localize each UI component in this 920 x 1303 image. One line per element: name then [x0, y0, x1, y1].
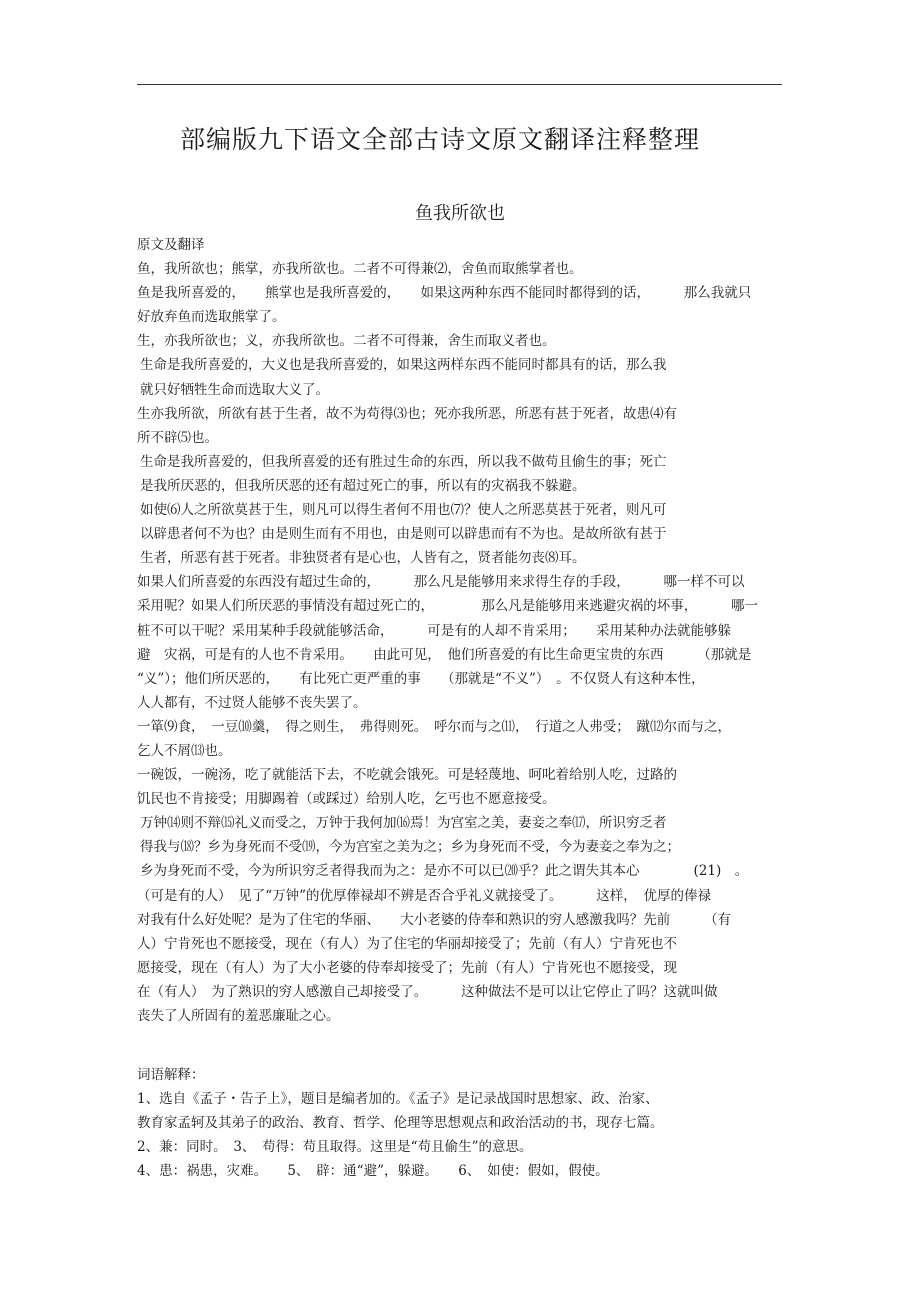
- text-line: 采用呢？如果人们所厌恶的事情没有超过死亡的， 那么凡是能够用来逃避灾祸的坏事， 哪一: [137, 598, 758, 615]
- text-line: 对我有什么好处呢？是为了住宅的华丽、 大小老婆的侍奉和熟识的穷人感激我吗？先前 （有: [137, 911, 731, 928]
- text-line: 人）宁肯死也不愿接受，现在（有人）为了住宅的华丽却接受了；先前（有人）宁肯死也不: [137, 935, 677, 952]
- text-line: 就只好牺牲生命而选取大义了。: [140, 381, 329, 398]
- text-line: 丧失了人所固有的羞恶廉耻之心。: [137, 1008, 340, 1024]
- text-line: 生者，所恶有甚于死者。非独贤者有是心也，人皆有之，贤者能勿丧⑻耳。: [140, 550, 586, 567]
- text-line: 好放弃鱼而选取熊掌了。: [137, 309, 286, 326]
- text-line: 愿接受，现在（有人）为了大小老婆的侍奉却接受了；先前（有人）宁肯死也不愿接受，现: [137, 959, 677, 976]
- text-line: 饥民也不肯接受；用脚踢着（或踩过）给别人吃，乞丐也不愿意接受。: [137, 791, 556, 808]
- text-line: 生亦我所欲，所欲有甚于生者，故不为苟得⑶也；死亦我所恶，所恶有甚于死者，故患⑷有: [137, 405, 677, 422]
- text-line: 避 灾祸，可是有的人也不肯采用。 由此可见， 他们所喜爱的有比生命更宝贵的东西 （那就是: [137, 646, 752, 663]
- text-line: 如使⑹人之所欲莫甚于生，则凡可以得生者何不用也⑺？使人之所恶莫甚于死者，则凡可: [140, 502, 667, 519]
- text-line: 在（有人） 为了熟识的穷人感激自己却接受了。 这种做法不是可以让它停止了吗？这就叫做: [137, 983, 718, 1000]
- section-heading: 原文及翻译: [137, 237, 205, 253]
- text-line: 得我与⒅？乡为身死而不受⒆，今为宫室之美为之；乡为身死而不受，今为妻妾之奉为之；: [140, 839, 680, 856]
- text-line: 一碗饭，一碗汤，吃了就能活下去，不吃就会饿死。可是轻蔑地、呵叱着给别人吃，过路的: [137, 767, 677, 784]
- text-line: 生命是我所喜爱的，但我所喜爱的还有胜过生命的东西，所以我不做苟且偷生的事；死亡: [140, 453, 667, 470]
- text-line: 所不辟⑸也。: [137, 429, 218, 446]
- text-line: “义”）；他们所厌恶的， 有比死亡更严重的事 （那就是“不义”） 。不仅贤人有这种本性，: [137, 670, 705, 687]
- text-line: 万钟⒁则不辩⒂礼义而受之，万钟于我何加⒃焉！为宫室之美，妻妾之奉⒄，所识穷乏者: [140, 815, 667, 832]
- text-line: 如果人们所喜爱的东西没有超过生命的， 那么凡是能够用来求得生存的手段， 哪一样不可以: [137, 574, 745, 591]
- text-line: 鱼是我所喜爱的， 熊掌也是我所喜爱的， 如果这两种东西不能同时都得到的话， 那么我就只: [137, 285, 752, 302]
- note-line: 1、选自《孟子・告子上》，题目是编者加的。《孟子》是记录战国时思想家、政、治家、: [137, 1091, 659, 1108]
- text-line: 乞人不屑⒀也。: [137, 742, 232, 759]
- spacer: [137, 1028, 787, 1063]
- page-title: 部编版九下语文全部古诗文原文翻译注释整理: [179, 125, 700, 154]
- text-line: 人人都有，不过贤人能够不丧失罢了。: [137, 694, 367, 711]
- note-line: 2、兼：同时。 3、 苟得：苟且取得。这里是“苟且偷生”的意思。: [137, 1139, 533, 1156]
- text-line: 桩不可以干呢？采用某种手段就能够活命， 可是有的人却不肯采用； 采用某种办法就能够躲: [137, 622, 731, 639]
- header-rule: [137, 84, 782, 85]
- text-line: 是我所厌恶的，但我所厌恶的还有超过死亡的事，所以有的灾祸我不躲避。: [140, 477, 586, 494]
- text-line: 一箪⑼食， 一豆⑽羹， 得之则生， 弗得则死。 呼尔而与之⑾， 行道之人弗受； 蹴⑿尔而与之，: [137, 718, 731, 735]
- text-line: （可是有的人） 见了“万钟”的优厚俸禄却不辨是否合乎礼义就接受了。 这样， 优厚的俸禄: [137, 887, 712, 904]
- text-line: 生，亦我所欲也；义，亦我所欲也。二者不可得兼，舍生而取义者也。: [137, 333, 556, 350]
- text-line: 鱼，我所欲也；熊掌，亦我所欲也。二者不可得兼⑵，舍鱼而取熊掌者也。: [137, 261, 583, 278]
- document-body: [137, 233, 787, 1184]
- notes-heading: 词语解释：: [137, 1067, 205, 1084]
- text-line: 以辟患者何不为也？由是则生而有不用也，由是则可以辟患而有不为也。是故所欲有甚于: [140, 526, 667, 543]
- note-line: 4、患：祸患，灾难。 5、 辟：通“避”，躲避。 6、 如使：假如，假使。: [137, 1163, 609, 1180]
- text-line: 生命是我所喜爱的，大义也是我所喜爱的，如果这两样东西不能同时都具有的话，那么我: [140, 357, 667, 374]
- section-title: 鱼我所欲也: [415, 203, 505, 224]
- note-line: 教育家孟轲及其弟子的政治、教育、哲学、伦理等思想观点和政治活动的书，现存七篇。: [137, 1115, 664, 1132]
- text-line: 乡为身死而不受，今为所识穷乏者得我而为之：是亦不可以已⒇乎？此之谓失其本心 (21) 。: [140, 863, 749, 880]
